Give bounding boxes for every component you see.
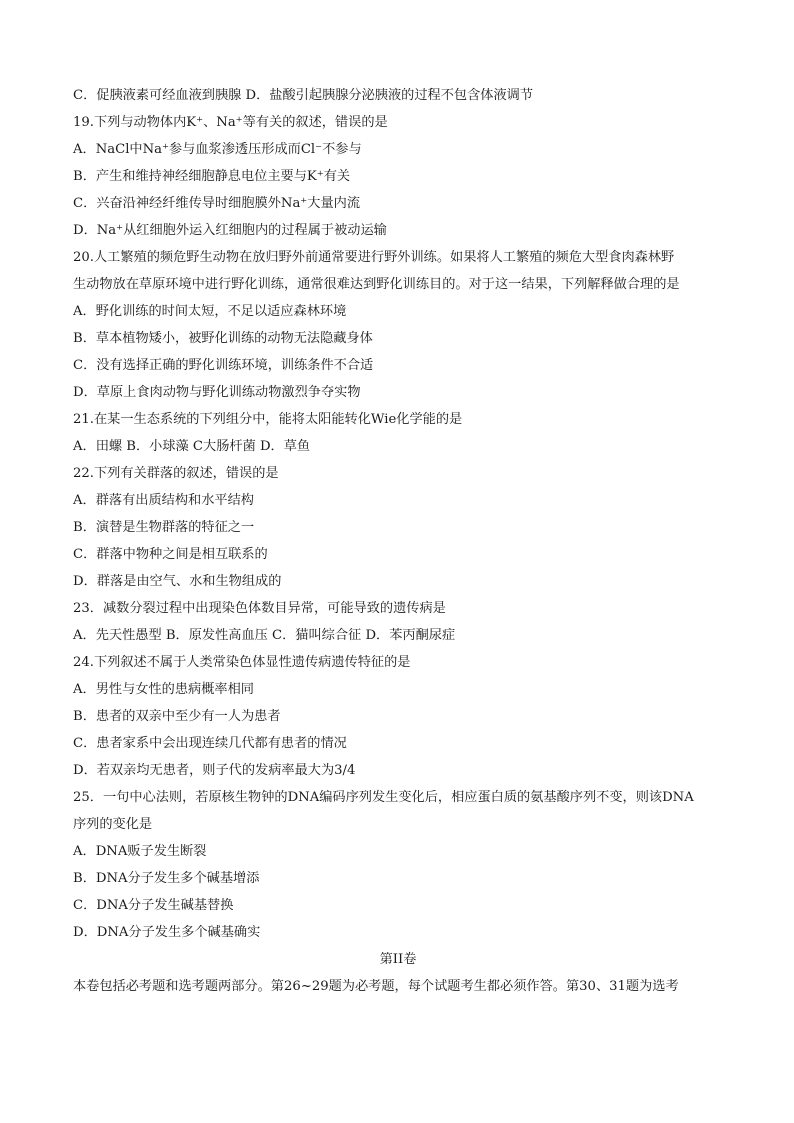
option-20a: A．野化训练的时间太短，不足以适应森林环境: [73, 304, 347, 319]
question-25-line-1: 25．一句中心法则，若原核生物钟的DNA编码序列发生变化后，相应蛋白质的氨基酸序列不变，则该DNA: [73, 790, 694, 805]
option-25a: A．DNA贩子发生断裂: [73, 844, 207, 859]
option-25d: D．DNA分子发生多个碱基确实: [73, 925, 261, 940]
option-22a: A．群落有出质结构和水平结构: [73, 493, 254, 508]
section-intro: 本卷包括必考题和选考题两部分。第26~29题为必考题，每个试题考生都必须作答。第30、31题为选考: [73, 979, 679, 994]
document-page: [73, 82, 723, 1000]
option-20d: D．草原上食肉动物与野化训练动物激烈争夺实物: [73, 385, 361, 400]
option-24b: B．患者的双亲中至少有一人为患者: [73, 709, 281, 724]
option-25c: C．DNA分子发生碱基替换: [73, 898, 234, 913]
options-23: A．先天性愚型 B．原发性高血压 C．猫叫综合征 D．苯丙酮尿症: [73, 628, 456, 643]
option-25b: B．DNA分子发生多个碱基增添: [73, 871, 260, 886]
question-19: 19.下列与动物体内K⁺、Na⁺等有关的叙述，错误的是: [73, 115, 388, 130]
question-22: 22.下列有关群落的叙述，错误的是: [73, 466, 279, 481]
options-21: A．田螺 B．小球藻 C大肠杆菌 D．草鱼: [73, 439, 311, 454]
option-24d: D．若双亲均无患者，则子代的发病率最大为3/4: [73, 763, 356, 778]
question-21: 21.在某一生态系统的下列组分中，能将太阳能转化Wie化学能的是: [73, 412, 463, 427]
option-20c: C．没有选择正确的野化训练环境，训练条件不合适: [73, 358, 374, 373]
question-20-line-1: 20.人工繁殖的频危野生动物在放归野外前通常要进行野外训练。如果将人工繁殖的频危大型食肉森林野: [73, 250, 675, 265]
option-24a: A．男性与女性的患病概率相同: [73, 682, 254, 697]
option-19c: C．兴奋沿神经纤维传导时细胞膜外Na⁺大量内流: [73, 196, 361, 211]
question-23: 23．减数分裂过程中出现染色体数目异常，可能导致的遗传病是: [73, 601, 446, 616]
question-20-line-2: 生动物放在草原环境中进行野化训练，通常很难达到野化训练目的。对于这一结果，下列解释做合理的是: [73, 277, 680, 292]
option-22b: B．演替是生物群落的特征之一: [73, 520, 255, 535]
option-22d: D．群落是由空气、水和生物组成的: [73, 574, 282, 589]
option-20b: B．草本植物矮小，被野化训练的动物无法隐藏身体: [73, 331, 373, 346]
option-22c: C．群落中物种之间是相互联系的: [73, 547, 268, 562]
section-title: 第II卷: [379, 952, 417, 967]
question-24: 24.下列叙述不属于人类常染色体显性遗传病遗传特征的是: [73, 655, 411, 670]
option-19a: A．NaCl中Na⁺参与血浆渗透压形成而Cl⁻不参与: [73, 142, 362, 157]
option-19b: B．产生和维持神经细胞静息电位主要与K⁺有关: [73, 169, 351, 184]
option-19d: D．Na⁺从红细胞外运入红细胞内的过程属于被动运输: [73, 223, 387, 238]
option-24c: C．患者家系中会出现连续几代都有患者的情况: [73, 736, 347, 751]
option-line-18c: C．促胰液素可经血液到胰腺 D．盐酸引起胰腺分泌胰液的过程不包含体液调节: [73, 88, 534, 103]
question-25-line-2: 序列的变化是: [73, 817, 153, 832]
